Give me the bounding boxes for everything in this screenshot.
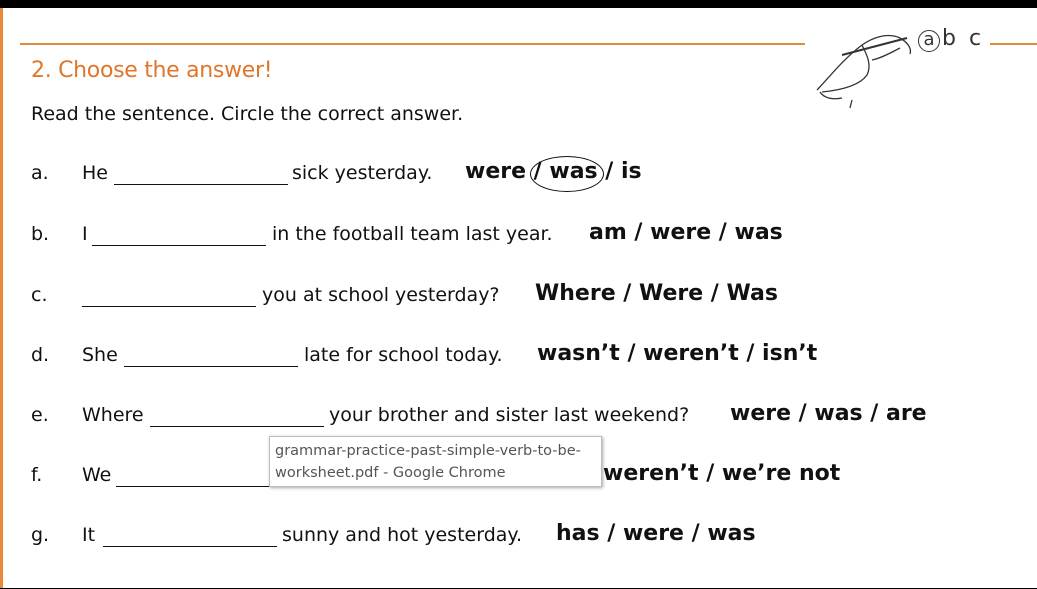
row-letter: f.	[31, 464, 43, 486]
row-subject: He	[82, 162, 108, 184]
row-letter: d.	[31, 344, 50, 366]
row-letter: a.	[31, 162, 49, 184]
row-subject: We	[82, 464, 112, 486]
row-choices: were / was / is	[465, 159, 642, 184]
exercise-row-a	[0, 159, 1037, 192]
answer-blank[interactable]	[82, 306, 256, 307]
window-title-tooltip	[269, 436, 602, 487]
header-rule-left	[20, 43, 805, 45]
row-letter: b.	[31, 223, 50, 245]
abc-letters: b c	[942, 26, 985, 51]
row-choices: weren’t / we’re not	[603, 461, 841, 486]
answer-circle	[530, 156, 604, 192]
header-rule-right	[990, 43, 1037, 45]
row-sentence: late for school today.	[304, 344, 503, 366]
row-choices: wasn’t / weren’t / isn’t	[537, 341, 818, 366]
exercise-row-e	[0, 401, 1037, 434]
exercise-row-b	[0, 220, 1037, 253]
abc-decoration	[918, 26, 984, 52]
answer-blank[interactable]	[92, 245, 266, 246]
row-choices: Where / Were / Was	[535, 281, 778, 306]
writing-hand-icon	[812, 20, 912, 110]
row-subject: Where	[82, 404, 144, 426]
row-choices: were / was / are	[730, 401, 927, 426]
answer-blank[interactable]	[114, 184, 288, 185]
exercise-row-g	[0, 521, 1037, 554]
exercise-instruction: Read the sentence. Circle the correct answer.	[31, 103, 464, 125]
answer-blank[interactable]	[103, 546, 277, 547]
row-sentence: you at school yesterday?	[262, 284, 500, 306]
circled-letter: a	[918, 30, 940, 52]
exercise-row-c	[0, 281, 1037, 314]
row-subject: She	[82, 344, 118, 366]
exercise-row-d	[0, 341, 1037, 374]
row-sentence: your brother and sister last weekend?	[329, 404, 690, 426]
exercise-title: 2. Choose the answer!	[31, 58, 273, 83]
row-sentence: sick yesterday.	[292, 162, 433, 184]
row-subject: I	[82, 223, 88, 245]
row-choices: am / were / was	[589, 220, 783, 245]
answer-blank[interactable]	[124, 366, 298, 367]
row-sentence: sunny and hot yesterday.	[282, 524, 522, 546]
row-choices: has / were / was	[556, 521, 756, 546]
answer-blank[interactable]	[116, 486, 270, 487]
tooltip-line-1: grammar-practice-past-simple-verb-to-be-	[275, 443, 581, 459]
row-letter: c.	[31, 284, 48, 306]
answer-blank[interactable]	[150, 426, 324, 427]
row-subject: It	[82, 524, 96, 546]
row-sentence: in the football team last year.	[272, 223, 553, 245]
tooltip-line-2: worksheet.pdf - Google Chrome	[275, 465, 506, 481]
row-letter: g.	[31, 524, 50, 546]
row-letter: e.	[31, 404, 49, 426]
